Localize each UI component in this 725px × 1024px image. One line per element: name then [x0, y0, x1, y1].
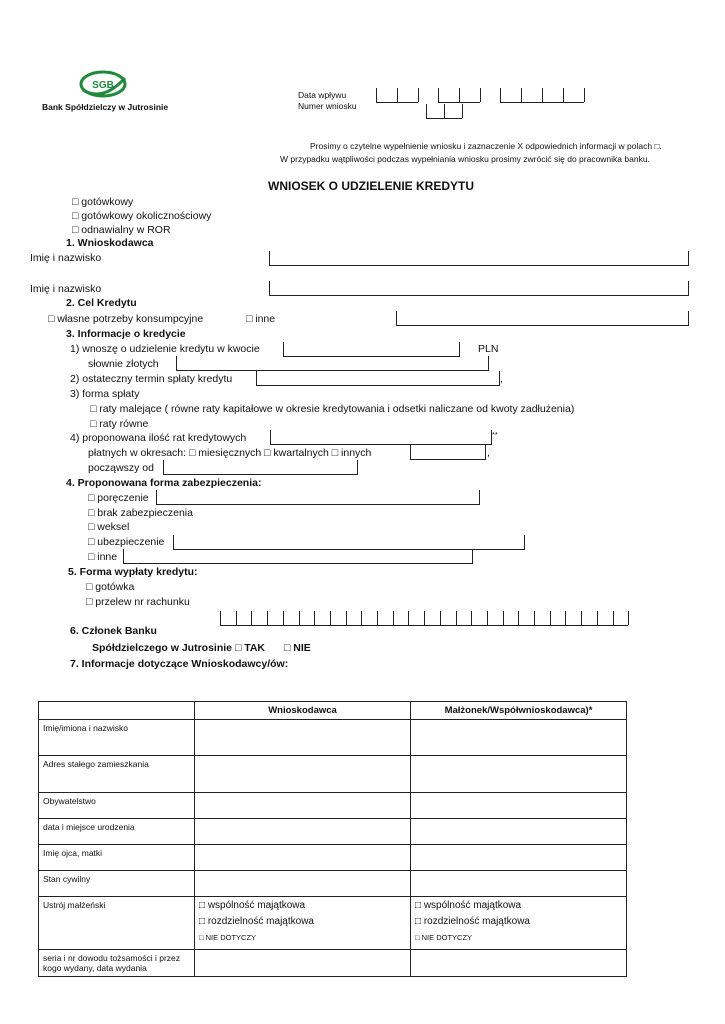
purpose-other-option[interactable]: □ inne	[246, 313, 276, 325]
applicant-info-table	[38, 701, 627, 977]
section-2-heading: 2. Cel Kredytu	[66, 297, 137, 309]
account-digit-separator	[550, 611, 551, 625]
spouse-cell[interactable]	[411, 845, 627, 871]
applicant-cell[interactable]	[195, 819, 411, 845]
section-3-heading: 3. Informacje o kredycie	[66, 328, 186, 340]
account-digit-separator	[628, 611, 629, 625]
account-digit-separator	[393, 611, 394, 625]
amount-in-words-label: słownie złotych	[88, 358, 159, 370]
number-label: Numer wniosku	[298, 101, 357, 111]
account-digit-separator	[613, 611, 614, 625]
account-digit-separator	[424, 611, 425, 625]
start-date-label: począwszy od	[88, 462, 154, 474]
table-row	[39, 720, 627, 756]
table-row	[39, 871, 627, 897]
spouse-cell[interactable]	[411, 871, 627, 897]
security-bill-option[interactable]: □ weksel	[88, 521, 130, 533]
start-date-input[interactable]	[163, 460, 358, 475]
account-digit-separator	[267, 611, 268, 625]
applicant-cell[interactable]	[195, 845, 411, 871]
spouse-separate-property-option[interactable]: □ rozdzielność majątkowa	[415, 916, 530, 927]
applicant-cell[interactable]	[195, 720, 411, 756]
account-digit-separator	[503, 611, 504, 625]
purpose-consumer-option[interactable]: □ własne potrzeby konsumpcyjne	[48, 313, 204, 325]
payout-transfer-option[interactable]: □ przelew nr rachunku	[86, 596, 190, 608]
applicant-marital-cell	[195, 897, 411, 950]
row-label: Obywatelstwo	[39, 793, 195, 819]
instruction-line-2: W przypadku wątpliwości podczas wypełniania wniosku prosimy zwrócić się do pracownika banku.	[280, 154, 650, 164]
row-label: seria i nr dowodu tożsamości i przez kogo wydany, data wydania	[39, 950, 195, 977]
bank-name: Bank Spółdzielczy w Jutrosinie	[42, 102, 169, 112]
security-insurance-option[interactable]: □ ubezpieczenie	[88, 536, 165, 548]
account-digit-separator	[361, 611, 362, 625]
repayment-term-label: 2) ostateczny termin spłaty kredytu	[70, 373, 233, 385]
account-digit-separator	[487, 611, 488, 625]
account-digit-separator	[377, 611, 378, 625]
repayment-decreasing-option[interactable]: □ raty malejące ( równe raty kapitałowe w okresie kredytowania i odsetki naliczane od kwoty zadłużenia)	[90, 403, 575, 415]
applicant-not-applicable-option[interactable]: □ NIE DOTYCZY	[199, 933, 257, 942]
table-row	[39, 897, 627, 950]
credit-type-cash[interactable]: □ gotówkowy	[72, 196, 134, 208]
account-digit-separator	[251, 611, 252, 625]
security-guarantee-input[interactable]	[156, 490, 480, 505]
credit-amount-currency: PLN	[478, 343, 499, 355]
applicant-joint-property-option[interactable]: □ wspólność majątkowa	[199, 900, 306, 911]
account-digit-separator	[220, 611, 221, 625]
applicant-cell[interactable]	[195, 793, 411, 819]
credit-amount-label: 1) wnoszę o udzielenie kredytu w kwocie	[70, 343, 260, 355]
installments-footnote-mark: **	[492, 430, 498, 439]
account-baseline	[220, 625, 628, 626]
payout-cash-option[interactable]: □ gotówka	[86, 581, 135, 593]
table-row	[39, 819, 627, 845]
account-digit-separator	[518, 611, 519, 625]
spouse-marital-cell	[411, 897, 627, 950]
bank-member-yes-option[interactable]: Spółdzielczego w Jutrosinie □ TAK	[92, 642, 265, 654]
account-digit-separator	[299, 611, 300, 625]
bank-logo	[78, 68, 128, 102]
account-digit-separator	[330, 611, 331, 625]
credit-amount-input[interactable]	[283, 342, 460, 357]
section-1-heading: 1. Wnioskodawca	[66, 237, 154, 249]
account-digit-separator	[314, 611, 315, 625]
spouse-cell[interactable]	[411, 819, 627, 845]
applicant-cell[interactable]	[195, 756, 411, 793]
repayment-equal-option[interactable]: □ raty równe	[90, 418, 149, 430]
section-6-heading: 6. Członek Banku	[70, 625, 157, 637]
spouse-cell[interactable]	[411, 756, 627, 793]
account-digit-separator	[236, 611, 237, 625]
applicant-name-input-1[interactable]	[269, 251, 689, 266]
account-digit-separator	[534, 611, 535, 625]
spouse-cell[interactable]	[411, 950, 627, 977]
purpose-other-input[interactable]	[396, 311, 689, 326]
row-label: Imię/imiona i nazwisko	[39, 720, 195, 756]
spouse-joint-property-option[interactable]: □ wspólność majątkowa	[415, 900, 522, 911]
payment-periods-comma: ,	[487, 447, 490, 459]
table-header-spouse: Małżonek/Współwnioskodawca)*	[411, 702, 627, 720]
account-digit-separator	[471, 611, 472, 625]
security-other-input[interactable]	[123, 549, 473, 564]
section-4-heading: 4. Proponowana forma zabezpieczenia:	[66, 477, 262, 489]
payment-periods-other-input[interactable]	[410, 445, 486, 460]
repayment-form-label: 3) forma spłaty	[70, 388, 140, 400]
applicant-cell[interactable]	[195, 950, 411, 977]
installments-count-label: 4) proponowana ilość rat kredytowych	[70, 432, 247, 444]
account-digit-separator	[346, 611, 347, 625]
instruction-line-1: Prosimy o czytelne wypełnienie wniosku i zaznaczenie X odpowiednich informacji w polach □.	[310, 141, 662, 151]
bank-member-no-option[interactable]: □ NIE	[284, 642, 311, 654]
row-label: Stan cywilny	[39, 871, 195, 897]
applicant-name-input-2[interactable]	[269, 281, 689, 296]
table-header-empty	[39, 702, 195, 720]
section-7-heading: 7. Informacje dotyczące Wnioskodawcy/ów:	[70, 658, 289, 670]
row-label: Imię ojca, matki	[39, 845, 195, 871]
account-digit-separator	[408, 611, 409, 625]
repayment-term-comma: ,	[500, 373, 503, 385]
date-label: Data wpływu	[298, 90, 347, 100]
table-row	[39, 756, 627, 793]
spouse-cell[interactable]	[411, 720, 627, 756]
spouse-not-applicable-option[interactable]: □ NIE DOTYCZY	[415, 933, 473, 942]
amount-in-words-input[interactable]	[176, 356, 489, 371]
applicant-separate-property-option[interactable]: □ rozdzielność majątkowa	[199, 916, 314, 927]
spouse-cell[interactable]	[411, 793, 627, 819]
table-row	[39, 845, 627, 871]
account-digit-separator	[597, 611, 598, 625]
security-other-option[interactable]: □ inne	[88, 551, 118, 563]
section-5-heading: 5. Forma wypłaty kredytu:	[68, 566, 198, 578]
installments-count-input[interactable]	[270, 430, 492, 445]
security-insurance-input[interactable]	[173, 535, 525, 550]
sgb-logo-icon	[78, 68, 128, 102]
table-row	[39, 950, 627, 977]
payment-periods-options[interactable]: płatnych w okresach: □ miesięcznych □ kwartalnych □ innych	[88, 447, 372, 459]
repayment-term-input[interactable]	[256, 371, 500, 386]
account-digit-separator	[456, 611, 457, 625]
credit-type-ror[interactable]: □ odnawialny w ROR	[72, 224, 171, 236]
credit-type-occasional[interactable]: □ gotówkowy okolicznościowy	[72, 210, 212, 222]
applicant-cell[interactable]	[195, 871, 411, 897]
row-label: data i miejsce urodzenia	[39, 819, 195, 845]
form-title: WNIOSEK O UDZIELENIE KREDYTU	[268, 179, 475, 193]
table-row	[39, 793, 627, 819]
table-header-applicant: Wnioskodawca	[195, 702, 411, 720]
table-header-row	[39, 702, 627, 720]
security-none-option[interactable]: □ brak zabezpieczenia	[88, 507, 193, 519]
svg-text:SGB: SGB	[92, 80, 114, 91]
account-digit-separator	[283, 611, 284, 625]
security-guarantee-option[interactable]: □ poręczenie	[88, 492, 149, 504]
account-digit-separator	[440, 611, 441, 625]
row-label: Adres stałego zamieszkania	[39, 756, 195, 793]
applicant-name-label-2: Imię i nazwisko	[30, 283, 102, 295]
account-digit-separator	[581, 611, 582, 625]
applicant-name-label-1: Imię i nazwisko	[30, 252, 102, 264]
account-digit-separator	[565, 611, 566, 625]
row-label: Ustrój małżeński	[39, 897, 195, 950]
